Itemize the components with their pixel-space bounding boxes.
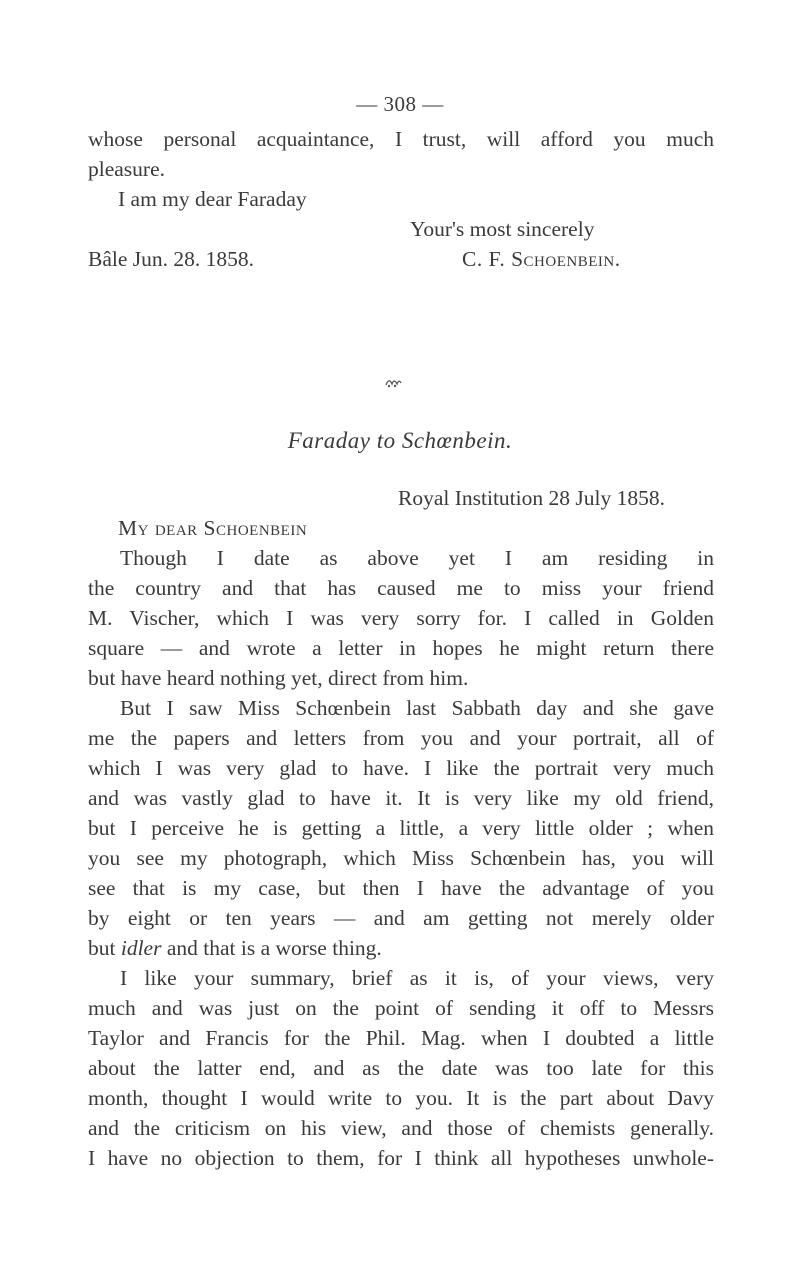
closing-valediction: Your's most sincerely — [410, 217, 595, 241]
p3-line-6: and the criticism on his view, and those of chemists generally. — [88, 1116, 714, 1140]
heading-to: Schœnbein. — [401, 428, 513, 453]
p1-line-2: the country and that has caused me to miss your friend — [88, 576, 714, 600]
continuation-line-2: pleasure. — [88, 157, 166, 181]
ornament-icon — [384, 375, 402, 389]
p2-line-5: but I perceive he is getting a little, a very little older ; when — [88, 816, 714, 840]
p1-line-1: Though I date as above yet I am residing in — [120, 546, 714, 570]
letter-place-date: Royal Institution 28 July 1858. — [398, 486, 665, 510]
p3-line-1: I like your summary, brief as it is, of your views, very — [120, 966, 714, 990]
p3-line-4: about the latter end, and as the date was too late for this — [88, 1056, 714, 1080]
p2-line-7: see that is my case, but then I have the advantage of you — [88, 876, 714, 900]
p2-line-6: you see my photograph, which Miss Schœnbein has, you will — [88, 846, 714, 870]
closing-salutation: I am my dear Faraday — [118, 187, 307, 211]
p2-line-9-after: and that is a worse thing. — [161, 936, 382, 960]
p2-line-3: which I was very glad to have. I like the portrait very much — [88, 756, 714, 780]
p3-line-7: I have no objection to them, for I think all hypotheses unwhole- — [88, 1146, 714, 1170]
page-number: — 308 — — [356, 92, 444, 116]
p1-line-3: M. Vischer, which I was very sorry for. I called in Golden — [88, 606, 714, 630]
p2-line-4: and was vastly glad to have it. It is very like my old friend, — [88, 786, 714, 810]
p2-line-8: by eight or ten years — and am getting not merely older — [88, 906, 714, 930]
p3-line-3: Taylor and Francis for the Phil. Mag. when I doubted a little — [88, 1026, 714, 1050]
p2-line-1: But I saw Miss Schœnbein last Sabbath day and she gave — [120, 696, 714, 720]
closing-place-date: Bâle Jun. 28. 1858. — [88, 247, 255, 271]
p2-line-9-italic: idler — [120, 936, 162, 960]
p1-line-5: but have heard nothing yet, direct from him. — [88, 666, 469, 690]
p2-line-2: me the papers and letters from you and your portrait, all of — [88, 726, 714, 750]
heading-from: Faraday — [287, 428, 371, 453]
p1-line-4: square — and wrote a letter in hopes he might return there — [88, 636, 714, 660]
continuation-line-1: whose personal acquaintance, I trust, will afford you much — [88, 127, 714, 151]
p2-line-9-before: but — [88, 936, 121, 960]
p3-line-2: much and was just on the point of sending it off to Messrs — [88, 996, 714, 1020]
letter-salutation: My dear Schoenbein — [118, 516, 308, 540]
p3-line-5: month, thought I would write to you. It is the part about Davy — [88, 1086, 714, 1110]
closing-signature: C. F. Schoenbein. — [462, 247, 621, 271]
letter-heading — [0, 428, 800, 454]
p2-line-9 — [88, 933, 382, 963]
heading-to-word: to — [376, 428, 396, 453]
